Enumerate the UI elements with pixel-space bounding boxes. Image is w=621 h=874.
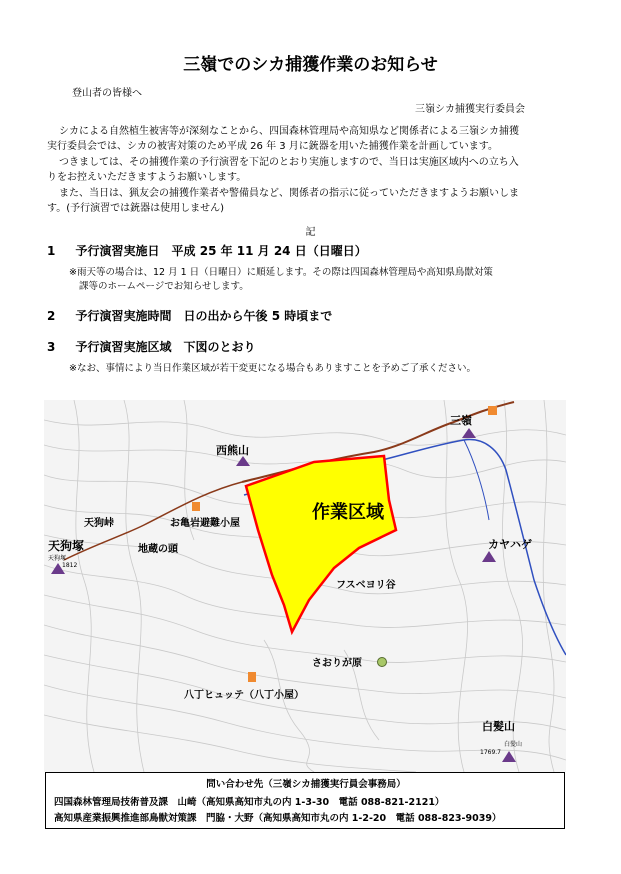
label-elev-1769: 1769.7 xyxy=(480,749,501,756)
greeting: 登山者の皆様へ xyxy=(72,88,142,99)
contact-line-1: 四国森林管理局技術普及課 山崎（高知県高知市丸の内 1-3-30 電話 088-821-2121） xyxy=(54,797,445,808)
contact-line-2: 高知県産業振興推進部鳥獣対策課 門脇・大野（高知県高知市丸の内 1-2-20 電話 088-823-9039） xyxy=(54,813,502,824)
item-1 xyxy=(47,242,367,259)
label-tenguzuka: 天狗塚 xyxy=(48,539,85,553)
paragraph-2-line-1: つきましては、その捕獲作業の予行演習を下記のとおり実施しますので、当日は実施区域内への立ち入 xyxy=(59,157,519,168)
label-tengutouge: 天狗峠 xyxy=(84,518,114,529)
paragraph-2 xyxy=(47,155,519,185)
area-map xyxy=(44,400,566,772)
sender: 三嶺シカ捕獲実行委員会 xyxy=(415,104,525,115)
paragraph-3 xyxy=(47,186,519,216)
item-2-number: 2 xyxy=(47,309,56,323)
item-3 xyxy=(47,338,256,355)
okameiwa-hut-icon xyxy=(192,502,200,511)
label-fusubeyori: フスベヨリ谷 xyxy=(336,580,396,591)
item-1-number: 1 xyxy=(47,244,56,258)
label-sanrei: 三嶺 xyxy=(450,414,472,427)
sanrei-hut-icon xyxy=(488,406,497,415)
paragraph-1 xyxy=(47,124,519,154)
item-2-text: 予行演習実施時間 日の出から午後 5 時頃まで xyxy=(75,309,333,323)
contact-title: 問い合わせ先（三嶺シカ捕獲実行員会事務局） xyxy=(206,779,406,790)
item-1-text: 予行演習実施日 平成 25 年 11 月 24 日（日曜日） xyxy=(75,244,367,258)
label-jizo: 地蔵の頭 xyxy=(138,544,178,555)
label-shiraga-small: 白髪山 xyxy=(504,741,523,748)
note-1 xyxy=(69,266,493,294)
note-1-line-2: 課等のホームページでお知らせします。 xyxy=(79,281,249,292)
paragraph-3-line-2: す。(予行演習では銃器は使用しません) xyxy=(47,203,225,214)
paragraph-2-line-2: りをお控えいただきますようお願いします。 xyxy=(47,172,247,183)
label-saorigahara: さおりが原 xyxy=(312,658,362,669)
label-shiraga: 白髪山 xyxy=(482,720,515,733)
contact-box xyxy=(45,772,565,829)
label-nishikuma: 西熊山 xyxy=(216,444,249,457)
label-kayahage: カヤハゲ xyxy=(488,538,532,551)
ki-heading: 記 xyxy=(305,227,316,238)
work-area-label: 作業区域 xyxy=(312,502,384,523)
label-elev-1812: 1812 xyxy=(62,562,78,569)
item-3-number: 3 xyxy=(47,340,56,354)
paragraph-3-line-1: また、当日は、猟友会の捕獲作業者や警備員など、関係者の指示に従っていただきますようお願いしま xyxy=(59,188,519,199)
paragraph-1-line-2: 実行委員会では、シカの被害対策のため平成 26 年 3 月に銃器を用いた捕獲作業を計画しています。 xyxy=(47,141,499,152)
paragraph-1-line-1: シカによる自然植生被害等が深刻なことから、四国森林管理局や高知県など関係者による三嶺シカ捕獲 xyxy=(59,126,519,137)
page-title: 三嶺でのシカ捕獲作業のお知らせ xyxy=(183,55,438,75)
note-3: ※なお、事情により当日作業区域が若干変更になる場合もありますことを予めご了承ください。 xyxy=(69,363,476,374)
saorigahara-icon xyxy=(378,658,387,667)
item-2 xyxy=(47,307,332,324)
label-hacchou: 八丁ヒュッテ（八丁小屋） xyxy=(184,690,304,701)
label-okameiwa: お亀岩避難小屋 xyxy=(170,518,240,529)
label-tenguzuka-small: 天狗塚 xyxy=(48,555,67,562)
hacchou-hut-icon xyxy=(248,672,256,682)
note-1-line-1: ※雨天等の場合は、12 月 1 日（日曜日）に順延します。その際は四国森林管理局や高知県鳥獣対策 xyxy=(69,267,493,278)
item-3-text: 予行演習実施区域 下図のとおり xyxy=(75,340,256,354)
